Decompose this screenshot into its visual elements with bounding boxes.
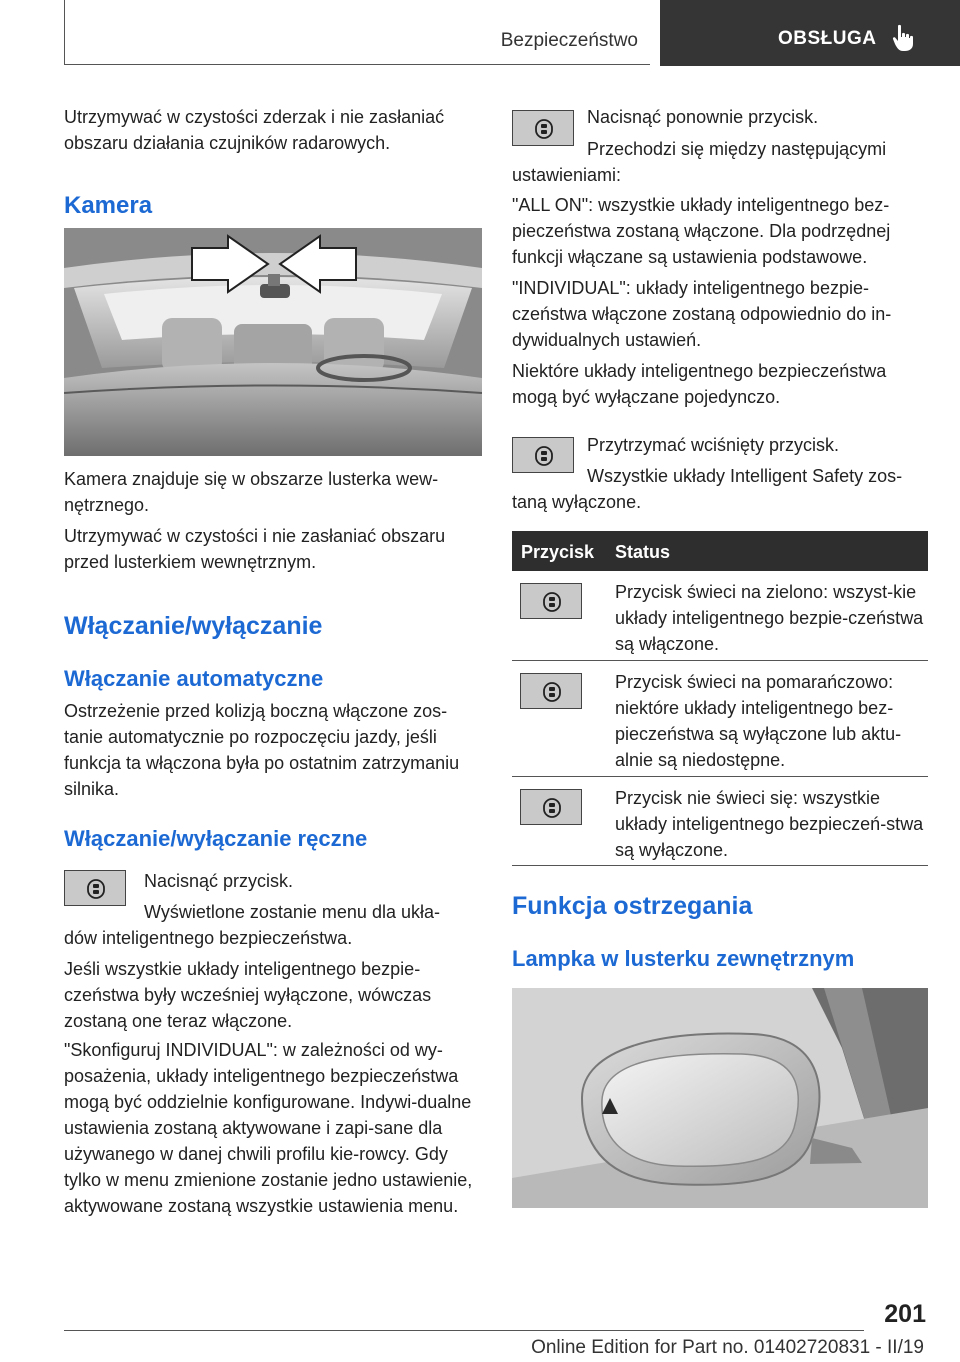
intelligent-safety-icon xyxy=(87,879,105,899)
exterior-mirror-illustration xyxy=(512,988,928,1208)
status-text: Przycisk świeci na pomarańczowo: niektóre układy inteligentnego bez-pieczeństwa są wyłączone lub aktu-alnie są niedostępne. xyxy=(615,672,902,770)
heading-camera: Kamera xyxy=(64,192,153,219)
paragraph-some-switchable: Niektóre układy inteligentnego bezpieczeństwa mogą być wyłączane pojedynczo. xyxy=(512,361,887,407)
step-cycle-settings-2: ustawieniami: xyxy=(512,165,622,185)
manual-step-menu-2: dów inteligentnego bezpieczeństwa. xyxy=(64,928,353,948)
table-header-status: Status xyxy=(615,542,671,562)
paragraph-previously-off: Jeśli wszystkie układy inteligentnego bezpie-czeństwa były wcześniej wyłączone, wówczas zostaną one teraz włączone. xyxy=(64,959,432,1031)
header-section-title: Bezpieczeństwo xyxy=(500,30,638,51)
footer-edition: Online Edition for Part no. 01402720831 - II/19 xyxy=(531,1337,924,1358)
paragraph-configure-individual: "Skonfiguruj INDIVIDUAL": w zależności od wy-posażenia, układy inteligentnego bezpieczeństwa mogą być oddzielnie konfigurowane. Indywi-dualne ustawienia zostaną aktywowane i zapi-sane dla używanego w danej chwili profilu kie-rowcy. Gdy tylko w menu zmienione zostanie jedno ustawienie, aktywowane zostaną wszystkie ustawienia menu. xyxy=(64,1040,473,1216)
header-rule-bottom xyxy=(64,64,650,65)
heading-warning-function: Funkcja ostrzegania xyxy=(512,892,753,920)
heading-manual-on-off: Włączanie/wyłączanie ręczne xyxy=(64,826,368,851)
safety-button-icon xyxy=(520,583,582,619)
table-row xyxy=(512,571,928,661)
paragraph-radar-sensors: Utrzymywać w czystości zderzak i nie zasłaniać obszaru działania czujników radarowych. xyxy=(64,107,445,153)
exterior-mirror-photo xyxy=(512,988,928,1208)
hand-pointer-icon xyxy=(892,24,916,52)
table-header xyxy=(512,531,928,571)
step-all-off-2: taną wyłączone. xyxy=(512,492,642,512)
step-all-off-1: Wszystkie układy Intelligent Safety zos- xyxy=(587,466,903,486)
safety-button-icon xyxy=(512,437,574,473)
safety-button-icon xyxy=(520,789,582,825)
manual-step-press: Nacisnąć przycisk. xyxy=(144,871,294,891)
footer-rule xyxy=(64,1330,864,1331)
intelligent-safety-icon xyxy=(535,119,553,139)
intelligent-safety-icon xyxy=(543,798,561,818)
camera-interior-photo xyxy=(64,228,482,456)
manual-step-menu-1: Wyświetlone zostanie menu dla ukła- xyxy=(144,902,440,922)
table-header-button: Przycisk xyxy=(521,542,595,562)
paragraph-camera-location: Kamera znajduje się w obszarze lusterka wew-nętrznego. xyxy=(64,469,439,515)
safety-button-icon xyxy=(512,110,574,146)
status-table xyxy=(512,531,928,866)
safety-button-icon xyxy=(64,870,126,906)
header-chapter-tab xyxy=(660,0,960,66)
header-chapter-label: OBSŁUGA xyxy=(778,28,877,49)
intelligent-safety-icon xyxy=(535,446,553,466)
safety-button-icon xyxy=(520,673,582,709)
heading-mirror-lamp: Lampka w lusterku zewnętrznym xyxy=(512,946,855,971)
status-text: Przycisk świeci na zielono: wszyst-kie układy inteligentnego bezpie-czeństwa są włączone. xyxy=(615,582,924,654)
step-hold-pressed: Przytrzymać wciśnięty przycisk. xyxy=(587,435,840,455)
intelligent-safety-icon xyxy=(543,682,561,702)
paragraph-individual: "INDIVIDUAL": układy inteligentnego bezpie-czeństwa włączone zostaną odpowiednio do in-dywidualnych ustawień. xyxy=(512,278,892,350)
table-row xyxy=(512,661,928,777)
intelligent-safety-icon xyxy=(543,592,561,612)
status-text: Przycisk nie świeci się: wszystkie układy inteligentnego bezpieczeń-stwa są wyłączone. xyxy=(615,788,924,860)
car-interior-illustration xyxy=(64,228,482,456)
heading-automatic-on: Włączanie automatyczne xyxy=(64,666,324,691)
step-cycle-settings-1: Przechodzi się między następującymi xyxy=(587,139,887,159)
heading-on-off: Włączanie/wyłączanie xyxy=(64,612,323,640)
paragraph-all-on: "ALL ON": wszystkie układy inteligentnego bez-pieczeństwa zostaną włączone. Dla podrzędnej funkcji włączane są ustawienia podstawowe. xyxy=(512,195,891,267)
table-row xyxy=(512,777,928,866)
step-press-again: Nacisnąć ponownie przycisk. xyxy=(587,107,819,127)
paragraph-automatic-on: Ostrzeżenie przed kolizją boczną włączone zos-tanie automatycznie po rozpoczęciu jazdy, jeśli funkcja ta włączona była po ostatnim zatrzymaniu silnika. xyxy=(64,701,460,799)
paragraph-camera-clean: Utrzymywać w czystości i nie zasłaniać obszaru przed lusterkiem wewnętrznym. xyxy=(64,526,446,572)
page-number: 201 xyxy=(884,1300,926,1328)
